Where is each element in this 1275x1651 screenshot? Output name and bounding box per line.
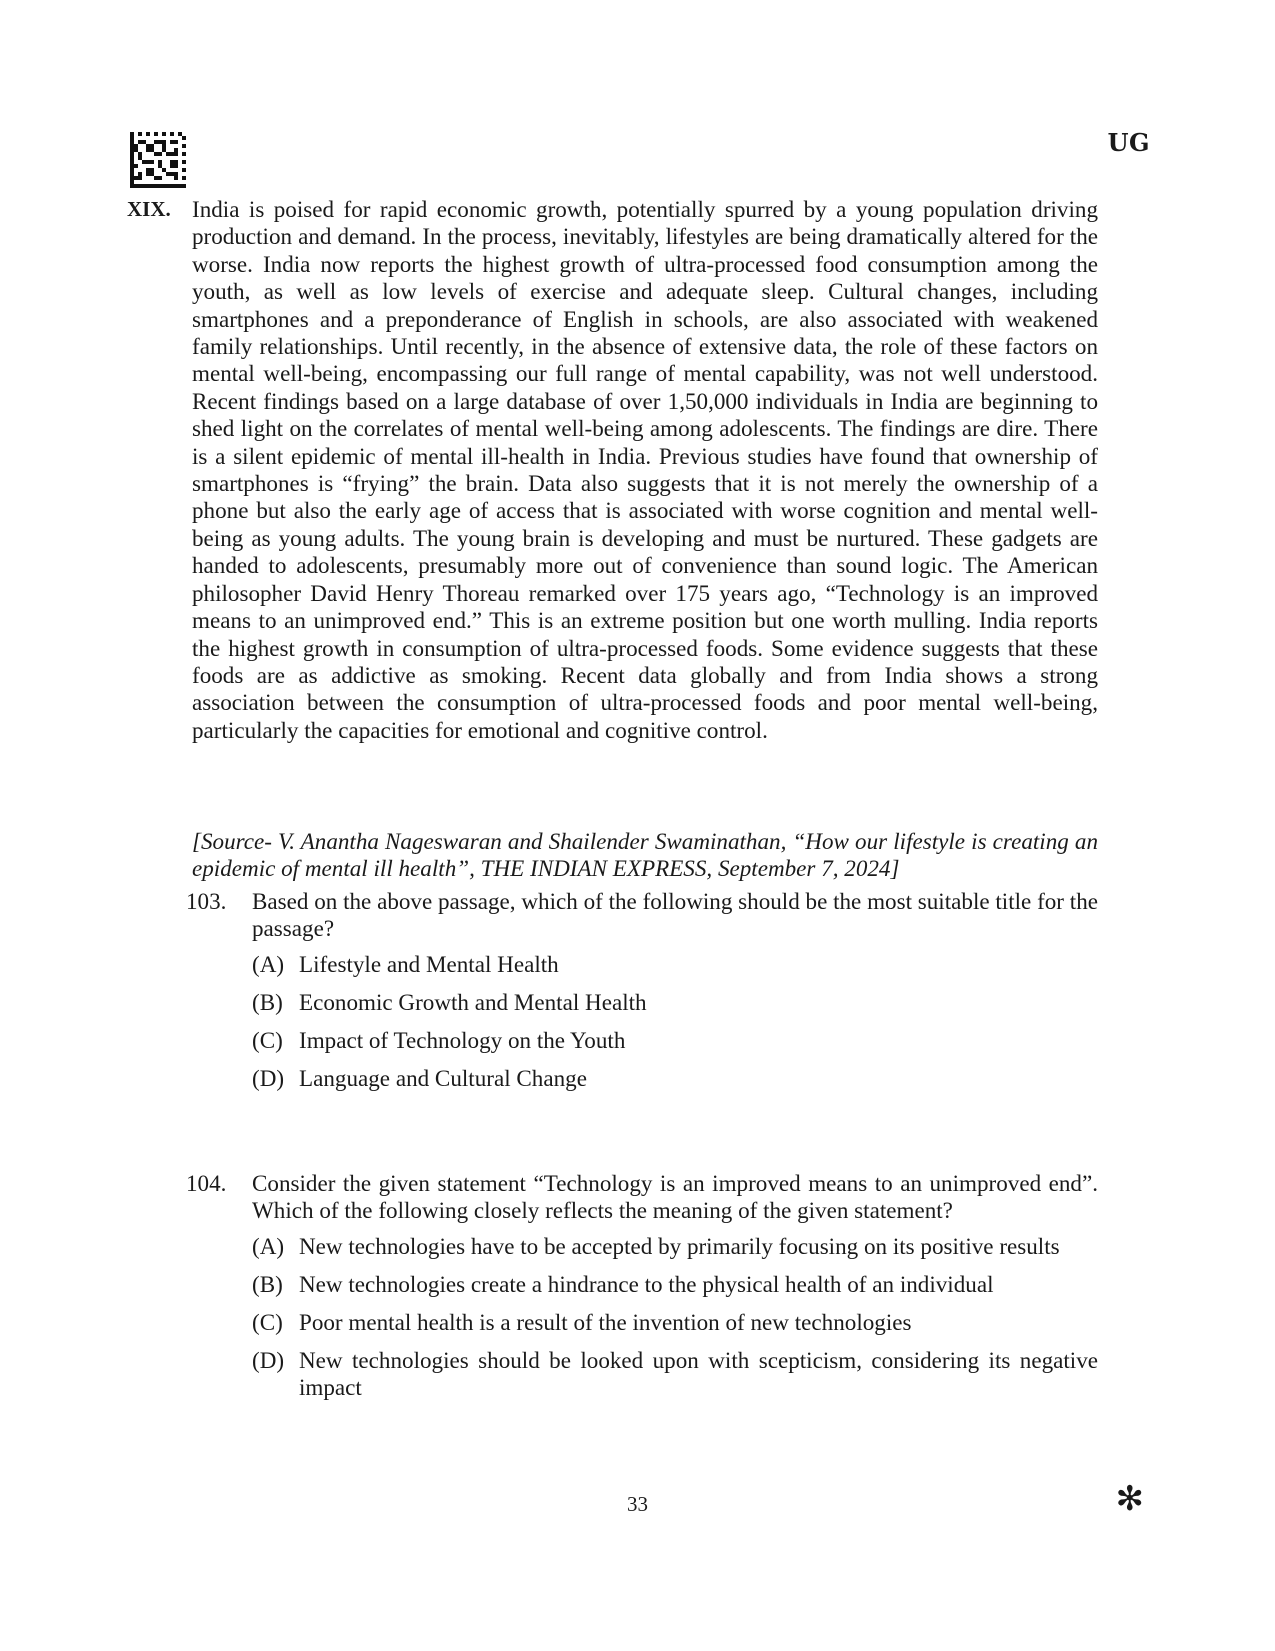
- option-text: New technologies have to be accepted by primarily focusing on its positive results: [299, 1232, 1060, 1259]
- option-label: (C): [252, 1308, 283, 1335]
- option-text: Poor mental health is a result of the invention of new technologies: [299, 1308, 912, 1335]
- exam-code: UG: [1107, 128, 1150, 157]
- option-text: Language and Cultural Change: [299, 1064, 587, 1091]
- option-c: [252, 1027, 1098, 1054]
- option-label: (A): [252, 950, 285, 977]
- question-103: [186, 888, 1098, 1102]
- option-a: [252, 951, 1098, 978]
- option-label: (B): [252, 1270, 283, 1297]
- option-label: (B): [252, 988, 283, 1015]
- option-text: Impact of Technology on the Youth: [299, 1026, 626, 1053]
- question-number: 103.: [186, 888, 227, 914]
- question-number: 104.: [186, 1170, 227, 1196]
- option-a: [252, 1233, 1098, 1260]
- option-text: New technologies create a hindrance to the physical health of an individual: [299, 1270, 994, 1297]
- question-text: Consider the given statement “Technology is an improved means to an unimproved end”. Which of the following closely reflects the meaning of the given statement?: [252, 1170, 1098, 1224]
- question-104: [186, 1170, 1098, 1412]
- option-text: Lifestyle and Mental Health: [299, 950, 559, 977]
- option-label: (C): [252, 1026, 283, 1053]
- passage-text: India is poised for rapid economic growth, potentially spurred by a young population driving production and demand. In the process, inevitably, lifestyles are being dramatically altered for the worse. India now reports the highest growth of ultra-processed food consumption among the youth, as well as low levels of exercise and adequate sleep. Cultural changes, including smartphones and a preponderance of English in schools, are also associated with weakened family relationships. Until recently, in the absence of extensive data, the role of these factors on mental well-being, encompassing our full range of mental capability, was not well understood. Recent findings based on a large database of over 1,50,000 individuals in India are beginning to shed light on the correlates of mental well-being among adolescents. The findings are dire. There is a silent epidemic of mental ill-health in India. Previous studies have found that ownership of smartphones is “frying” the brain. Data also suggests that it is not merely the ownership of a phone but also the early age of access that is associated with worse cognition and mental well-being as young adults. The young brain is developing and must be nurtured. These gadgets are handed to adolescents, presumably more out of convenience than sound logic. The American philosopher David Henry Thoreau remarked over 175 years ago, “Technology is an improved means to an unimproved end.” This is an extreme position but one worth mulling. India reports the highest growth in consumption of ultra-processed foods. Some evidence suggests that these foods are as addictive as smoking. Recent data globally and from India shows a strong association between the consumption of ultra-processed foods and poor mental well-being, particularly the capacities for emotional and cognitive control.: [192, 196, 1098, 743]
- option-label: (D): [252, 1346, 285, 1373]
- passage-label: XIX.: [127, 197, 171, 221]
- option-d: [252, 1065, 1098, 1092]
- option-d: [252, 1347, 1098, 1402]
- option-c: [252, 1309, 1098, 1336]
- question-text: Based on the above passage, which of the following should be the most suitable title for the passage?: [252, 888, 1098, 942]
- asterisk-mark: ✻: [1115, 1479, 1144, 1519]
- page-number: 33: [627, 1492, 648, 1516]
- option-b: [252, 1271, 1098, 1298]
- option-label: (A): [252, 1232, 285, 1259]
- options-list: [252, 1233, 1098, 1402]
- qr-code-icon: [130, 132, 186, 188]
- options-list: [252, 951, 1098, 1092]
- option-label: (D): [252, 1064, 285, 1091]
- passage-source: [Source- V. Anantha Nageswaran and Shailender Swaminathan, “How our lifestyle is creating an epidemic of mental ill health”, THE INDIAN EXPRESS, September 7, 2024]: [192, 828, 1098, 882]
- option-text: Economic Growth and Mental Health: [299, 988, 647, 1015]
- option-b: [252, 989, 1098, 1016]
- option-text: New technologies should be looked upon with scepticism, considering its negative impact: [299, 1346, 1098, 1400]
